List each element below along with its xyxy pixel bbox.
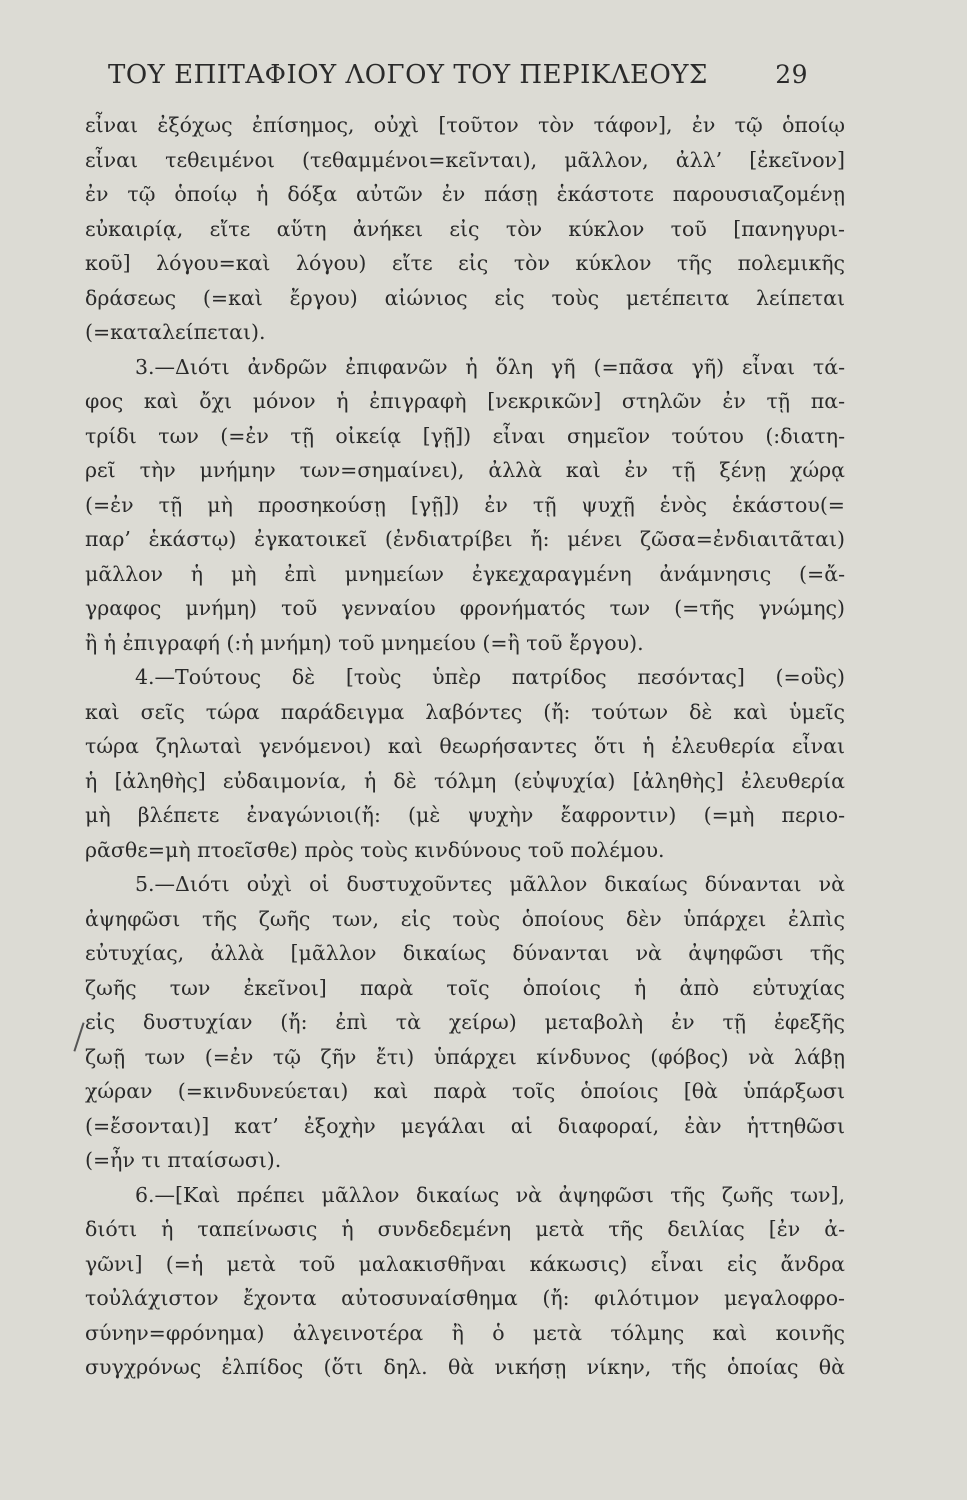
- text-line: (=ἦν τι πταίσωσι).: [85, 1148, 282, 1172]
- text-line: τοὐλάχιστον ἔχοντα αὐτοσυναίσθημα (ἤ: φιλότιμον μεγαλοφρο-: [85, 1286, 845, 1310]
- text-line: παρ’ ἑκάστῳ) ἐγκατοικεῖ (ἐνδιατρίβει ἤ: μένει ζῶσα=ἐνδιαιτᾶται): [85, 527, 845, 551]
- margin-pencil-mark: [73, 1022, 84, 1051]
- text-line: 3.—Διότι ἀνδρῶν ἐπιφανῶν ἡ ὅλη γῆ (=πᾶσα γῆ) εἶναι τά-: [135, 354, 845, 379]
- text-line: ζωῆς των ἐκεῖνοι] παρὰ τοῖς ὁποίοις ἡ ἀπὸ εὐτυχίας: [85, 975, 845, 1000]
- text-line: εὐκαιρίᾳ, εἴτε αὕτη ἀνήκει εἰς τὸν κύκλον τοῦ [πανηγυρι-: [85, 216, 845, 241]
- text-line: (=καταλείπεται).: [85, 320, 266, 344]
- text-line: γῶνι] (=ἡ μετὰ τοῦ μαλακισθῆναι κάκωσις) εἶναι εἰς ἄνδρα: [85, 1251, 845, 1276]
- text-line: δράσεως (=καὶ ἔργου) αἰώνιος εἰς τοὺς μετέπειτα λείπεται: [85, 285, 845, 310]
- text-line: 6.—[Καὶ πρέπει μᾶλλον δικαίως νὰ ἀψηφῶσι τῆς ζωῆς των],: [135, 1182, 845, 1207]
- text-line: ἢ ἡ ἐπιγραφή (:ἡ μνήμη) τοῦ μνημείου (=ἢ τοῦ ἔργου).: [85, 630, 644, 655]
- text-line: χώραν (=κινδυνεύεται) καὶ παρὰ τοῖς ὁποίοις [θὰ ὑπάρξωσι: [85, 1079, 845, 1103]
- text-line: φος καὶ ὄχι μόνον ἡ ἐπιγραφὴ [νεκρικῶν] στηλῶν ἐν τῇ πα-: [85, 389, 845, 413]
- text-line: 5.—Διότι οὐχὶ οἱ δυστυχοῦντες μᾶλλον δικαίως δύνανται νὰ: [135, 872, 845, 896]
- running-title: ΤΟΥ ΕΠΙΤΑΦΙΟΥ ΛΟΓΟΥ ΤΟΥ ΠΕΡΙΚΛΕΟΥΣ: [108, 60, 708, 90]
- running-header: [108, 60, 808, 100]
- text-line: κοῦ] λόγου=καὶ λόγου) εἴτε εἰς τὸν κύκλον τῆς πολεμικῆς: [85, 251, 845, 275]
- text-line: ρᾶσθε=μὴ πτοεῖσθε) πρὸς τοὺς κινδύνους τοῦ πολέμου.: [85, 837, 665, 862]
- text-line: σύνην=φρόνημα) ἀλγεινοτέρα ἢ ὁ μετὰ τόλμης καὶ κοινῆς: [85, 1320, 845, 1345]
- text-line: μὴ βλέπετε ἐναγώνιοι(ἤ: (μὲ ψυχὴν ἔαφροντιν) (=μὴ περιο-: [85, 803, 845, 827]
- text-line: διότι ἡ ταπείνωσις ἡ συνδεδεμένη μετὰ τῆς δειλίας [ἐν ἀ-: [85, 1217, 845, 1241]
- body-text: [85, 108, 845, 1385]
- text-line: εἶναι τεθειμένοι (τεθαμμένοι=κεῖνται), μᾶλλον, ἀλλ’ [ἐκεῖνον]: [85, 147, 845, 172]
- text-line: συγχρόνως ἐλπίδος (ὅτι δηλ. θὰ νικήσῃ νίκην, τῆς ὁποίας θὰ: [85, 1355, 845, 1379]
- text-line: (=ἐν τῇ μὴ προσηκούσῃ [γῇ]) ἐν τῇ ψυχῇ ἑνὸς ἑκάστου(=: [85, 492, 845, 517]
- text-line: εἰς δυστυχίαν (ἤ: ἐπὶ τὰ χείρω) μεταβολὴ ἐν τῇ ἐφεξῆς: [85, 1010, 845, 1034]
- page-number: 29: [775, 60, 808, 89]
- text-line: εἶναι ἐξόχως ἐπίσημος, οὐχὶ [τοῦτον τὸν τάφον], ἐν τῷ ὁποίῳ: [85, 113, 845, 137]
- text-line: γραφος μνήμη) τοῦ γενναίου φρονήματός των (=τῆς γνώμης): [85, 596, 845, 620]
- text-line: καὶ σεῖς τώρα παράδειγμα λαβόντες (ἤ: τούτων δὲ καὶ ὑμεῖς: [85, 699, 845, 724]
- text-line: εὐτυχίας, ἀλλὰ [μᾶλλον δικαίως δύνανται νὰ ἀψηφῶσι τῆς: [85, 941, 845, 965]
- text-line: (=ἔσονται)] κατ’ ἐξοχὴν μεγάλαι αἱ διαφοραί, ἐὰν ἡττηθῶσι: [85, 1113, 845, 1138]
- text-line: ἐν τῷ ὁποίῳ ἡ δόξα αὐτῶν ἐν πάσῃ ἑκάστοτε παρουσιαζομένῃ: [85, 182, 845, 206]
- text-line: ἡ [ἀληθὴς] εὐδαιμονία, ἡ δὲ τόλμη (εὐψυχία) [ἀληθὴς] ἐλευθερία: [85, 768, 845, 793]
- text-line: μᾶλλον ἡ μὴ ἐπὶ μνημείων ἐγκεχαραγμένη ἀνάμνησις (=ἄ-: [85, 561, 845, 586]
- text-line: ρεῖ τὴν μνήμην των=σημαίνει), ἀλλὰ καὶ ἐν τῇ ξένῃ χώρᾳ: [85, 458, 845, 482]
- text-line: ἀψηφῶσι τῆς ζωῆς των, εἰς τοὺς ὁποίους δὲν ὑπάρχει ἐλπὶς: [85, 906, 845, 931]
- text-line: 4.—Τούτους δὲ [τοὺς ὑπὲρ πατρίδος πεσόντας] (=οὓς): [135, 665, 845, 689]
- text-line: τώρα ζηλωταὶ γενόμενοι) καὶ θεωρήσαντες ὅτι ἡ ἐλευθερία εἶναι: [85, 734, 845, 758]
- text-line: τρίδι των (=ἐν τῇ οἰκείᾳ [γῇ]) εἶναι σημεῖον τούτου (:διατη-: [85, 423, 845, 448]
- text-line: ζωῇ των (=ἐν τῷ ζῆν ἔτι) ὑπάρχει κίνδυνος (φόβος) νὰ λάβῃ: [85, 1044, 845, 1069]
